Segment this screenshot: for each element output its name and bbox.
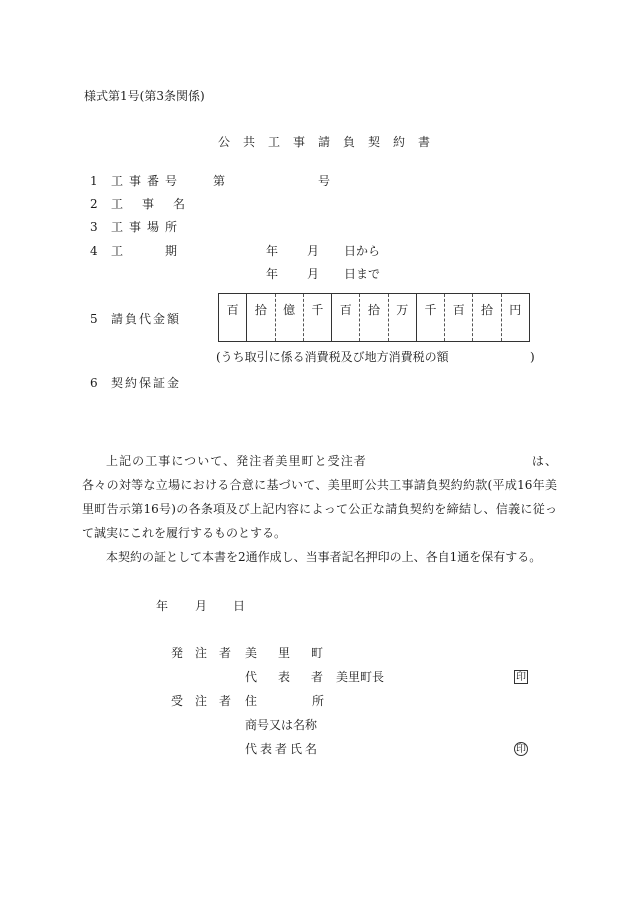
unit-cell-man: 万	[389, 294, 417, 341]
tax-note-close: )	[530, 350, 535, 364]
document-title: 公共工事請負契約書	[218, 135, 444, 149]
item-1-label: 工事番号	[111, 174, 184, 188]
item-1-prefix: 第	[213, 174, 226, 188]
orderer-label: 発注者	[171, 646, 244, 660]
term-from-month: 月	[307, 244, 320, 258]
agreement-line-start: 上記の工事について、発注者美里町と受注者	[106, 454, 367, 468]
item-6-label: 契約保証金	[111, 376, 182, 390]
seal-mark-round: 印	[516, 744, 526, 755]
item-1-suffix: 号	[318, 174, 331, 188]
contractor-rep-name-label: 代表者氏名	[245, 742, 321, 756]
unit-cell-en: 円	[509, 303, 522, 317]
date-year: 年	[156, 599, 169, 613]
amount-digit-table	[218, 293, 530, 342]
unit-cell-ju: 拾	[473, 294, 501, 341]
item-4-number: 4	[90, 244, 98, 258]
unit-cell-ju-oku: 拾	[247, 294, 275, 341]
date-day: 日	[233, 599, 246, 613]
term-to-day: 日まで	[344, 267, 381, 281]
item-3-label: 工事場所	[111, 220, 184, 234]
form-number: 様式第1号(第3条関係)	[84, 89, 205, 103]
unit-cell-sen: 千	[417, 294, 445, 341]
contractor-trade-name-label: 商号又は名称	[245, 718, 318, 732]
orderer-name: 美里町	[245, 646, 345, 660]
contractor-label: 受注者	[171, 694, 244, 708]
agreement-body: の対等な立場における合意に基づいて、美里町公共工事請負契約約款(平成16年美里町告示第16号)の各条項及び上記内容によって公正な請負契約を締結し、信義に従って誠実にこれを履行するものとする。	[82, 478, 557, 540]
item-2-label: 工事名	[111, 197, 205, 211]
unit-cell-hyaku-man: 百	[332, 294, 360, 341]
date-month: 月	[195, 599, 208, 613]
item-2-number: 2	[90, 197, 98, 211]
term-to-month: 月	[307, 267, 320, 281]
agreement-line-end: は、各々	[82, 454, 557, 492]
item-6-number: 6	[90, 376, 98, 390]
item-1-number: 1	[90, 174, 98, 188]
unit-cell-sen-man: 千	[304, 294, 332, 341]
item-5-label: 請負代金額	[111, 312, 182, 326]
unit-cell-ju-man: 拾	[360, 294, 388, 341]
item-4-label: 工期	[111, 244, 220, 258]
item-3-number: 3	[90, 220, 98, 234]
unit-cell-oku: 億	[276, 294, 304, 341]
orderer-rep-label: 代表者	[245, 670, 345, 684]
term-to-year: 年	[266, 267, 279, 281]
agreement-paragraph	[82, 449, 557, 545]
copies-paragraph: 本契約の証として本書を2通作成し、当事者記名押印の上、各自1通を保有する。	[106, 550, 542, 564]
tax-note-open: (うち取引に係る消費税及び地方消費税の額	[216, 350, 449, 364]
orderer-rep-value: 美里町長	[336, 670, 385, 684]
contractor-address-label: 住所	[245, 694, 380, 708]
unit-cell-hyaku-oku: 百	[219, 294, 247, 341]
term-from-year: 年	[266, 244, 279, 258]
item-5-number: 5	[90, 312, 98, 326]
term-from-day: 日から	[344, 244, 381, 258]
seal-mark-square: 印	[516, 672, 526, 683]
unit-cell-hyaku: 百	[445, 294, 473, 341]
